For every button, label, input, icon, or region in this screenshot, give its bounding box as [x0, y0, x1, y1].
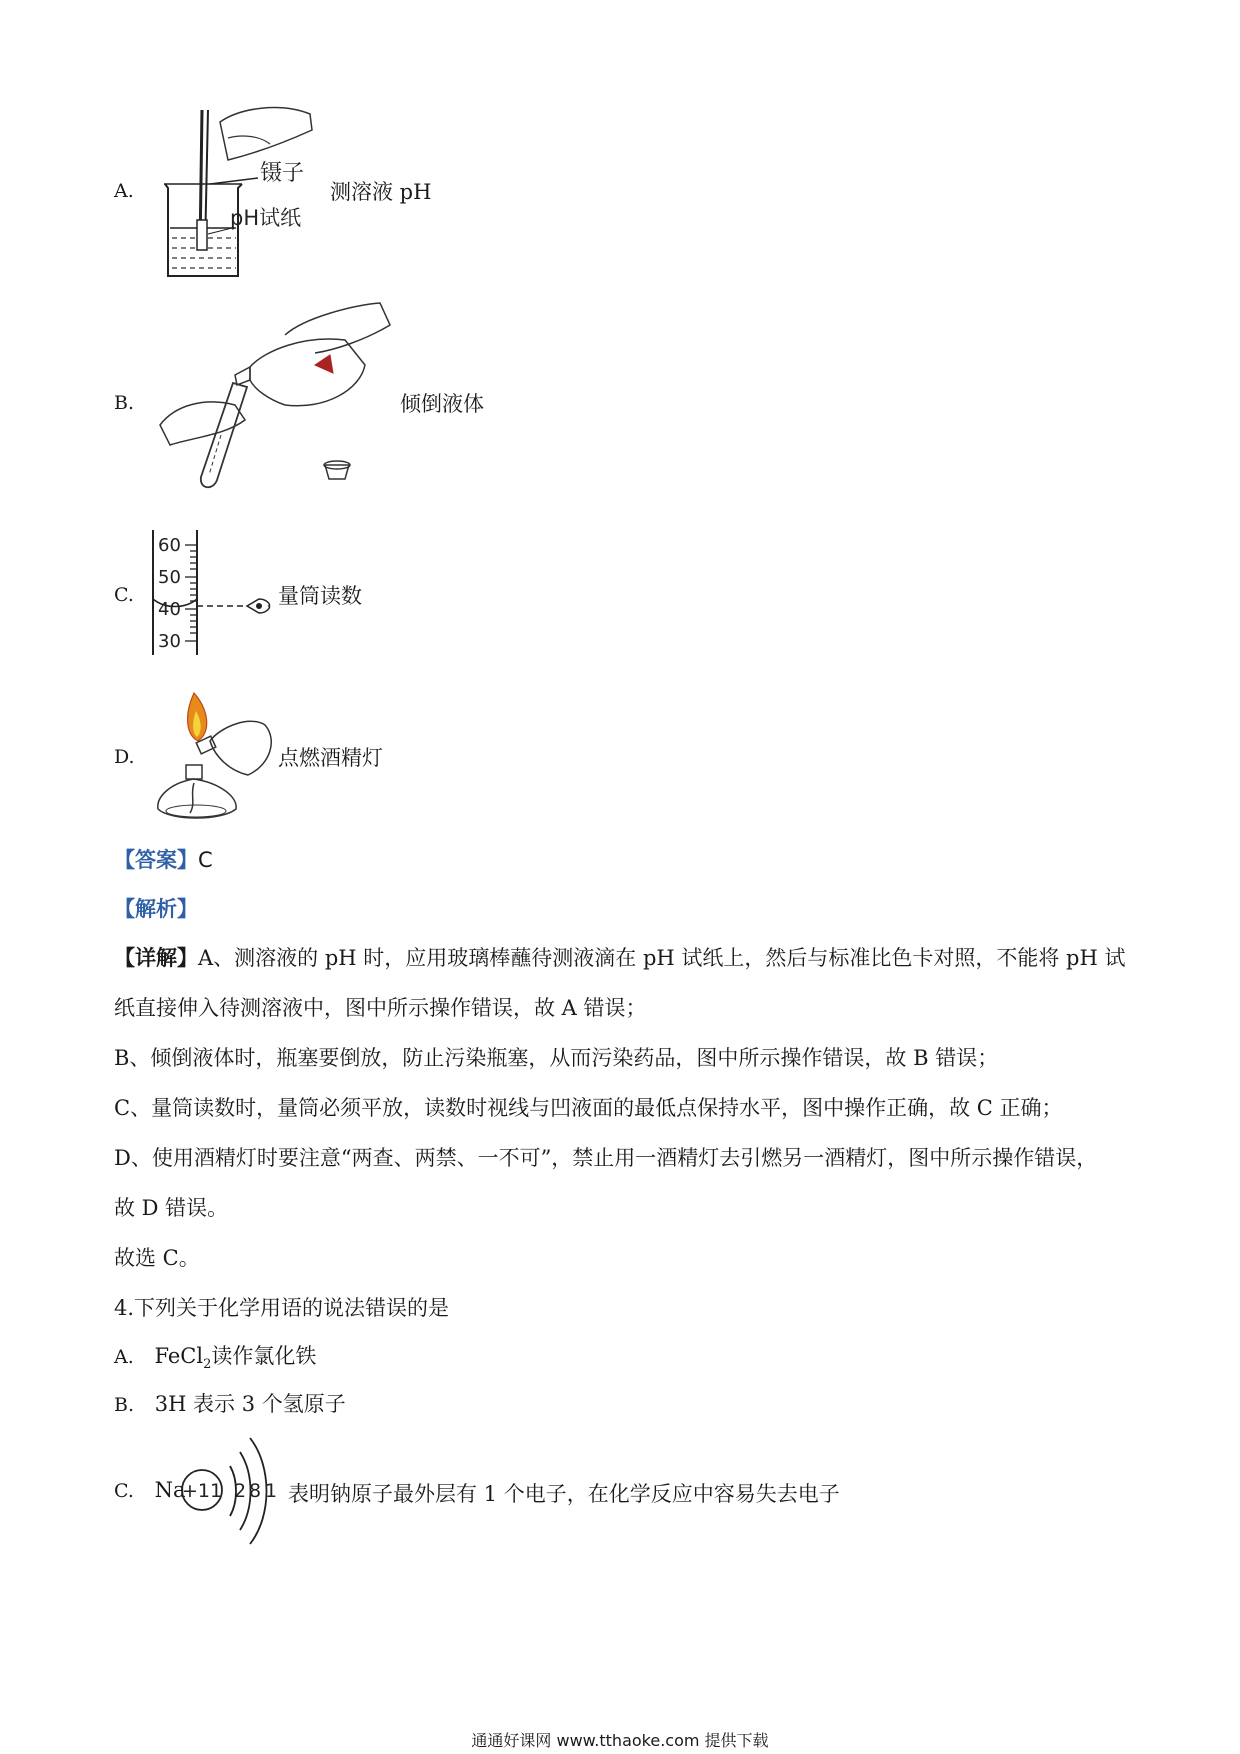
shell-2-electrons: 8: [249, 1480, 262, 1502]
answer-line: [114, 845, 1134, 875]
tick-50: 50: [158, 567, 181, 588]
q4-c-text: 表明钠原子最外层有 1 个电子，在化学反应中容易失去电子: [288, 1482, 840, 1506]
tick-60: 60: [158, 535, 181, 556]
tick-30: 30: [158, 631, 181, 652]
detail-line-2: 纸直接伸入待测溶液中，图中所示操作错误，故 A 错误；: [114, 996, 647, 1020]
alcohol-lamp-figure: [150, 685, 290, 825]
option-b-letter: B.: [114, 392, 135, 414]
detail-d-2: 故 D 错误。: [114, 1196, 229, 1220]
detail-tag: 【详解】: [114, 945, 198, 970]
q4-a-text: 读作氯化铁: [211, 1344, 317, 1368]
option-a-letter: A.: [114, 180, 134, 202]
detail-b: B、倾倒液体时，瓶塞要倒放，防止污染瓶塞，从而污染药品，图中所示操作错误，故 B 错误；: [114, 1046, 999, 1070]
q4-b-text: 3H 表示 3 个氢原子: [154, 1392, 346, 1416]
q4-c-symbol: Na: [154, 1478, 186, 1502]
tweezers-label: 镊子: [260, 161, 305, 186]
graduated-cylinder-figure: [145, 525, 285, 660]
tick-40: 40: [158, 599, 181, 620]
option-a-caption: 测溶液 pH: [330, 180, 432, 204]
footer-text: 通通好课网 www.tthaoke.com 提供下载: [471, 1731, 769, 1750]
question-4-option-a: [114, 1341, 1134, 1380]
detail-d-1: D、使用酒精灯时要注意“两查、两禁、一不可”，禁止用一酒精灯去引燃另一酒精灯，图中所示操作错误，: [114, 1146, 1098, 1170]
detail-c: C、量筒读数时，量筒必须平放，读数时视线与凹液面的最低点保持水平，图中操作正确，故 C 正确；: [114, 1096, 1063, 1120]
q4-c-letter: C.: [114, 1480, 134, 1502]
question-4-option-b: [114, 1389, 1134, 1420]
analysis-tag: 【解析】: [114, 896, 198, 921]
nucleus-charge: +11: [181, 1480, 223, 1502]
q4-a-formula: FeCl$_2$: [154, 1344, 212, 1373]
shell-1-electrons: 2: [234, 1480, 247, 1502]
q4-b-letter: B.: [114, 1394, 135, 1416]
question-4-stem: 4.下列关于化学用语的说法错误的是: [114, 1296, 450, 1320]
conclusion: 故选 C。: [114, 1246, 200, 1270]
answer-value: C: [198, 848, 213, 872]
q4-a-letter: A.: [114, 1346, 134, 1368]
ph-paper-label: pH试纸: [230, 206, 302, 230]
answer-tag: 【答案】: [114, 847, 198, 872]
option-c-letter: C.: [114, 584, 134, 606]
pouring-liquid-figure: [155, 295, 405, 495]
option-d-letter: D.: [114, 746, 135, 768]
detail-paragraph-a: [114, 943, 1134, 973]
shell-3-electrons: 1: [265, 1480, 278, 1502]
option-d-caption: 点燃酒精灯: [278, 746, 383, 770]
eye-icon: [247, 599, 270, 613]
detail-line-1: A、测溶液的 pH 时，应用玻璃棒蘸待测液滴在 pH 试纸上，然后与标准比色卡对照，不能将 pH 试: [198, 946, 1126, 970]
option-b-caption: 倾倒液体: [400, 392, 484, 416]
sodium-atom-diagram: [178, 1430, 288, 1550]
analysis-line: [114, 894, 1134, 924]
option-c-caption: 量筒读数: [278, 584, 362, 608]
question-4-option-c: [114, 1478, 186, 1502]
